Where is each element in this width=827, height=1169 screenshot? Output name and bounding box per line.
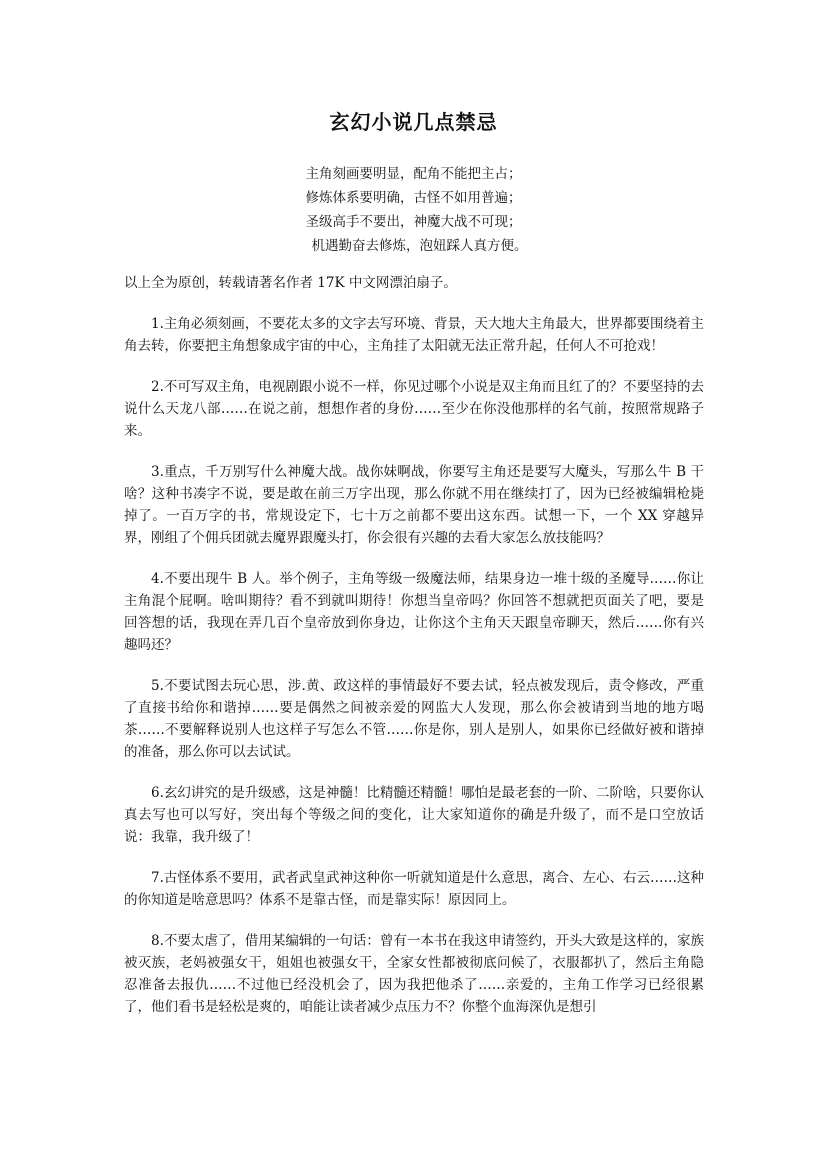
poem-line: 主角刻画要明显，配角不能把主占；: [305, 166, 522, 182]
document-title: 玄幻小说几点禁忌: [329, 110, 498, 134]
rule-paragraph-6: 6.玄幻讲究的是升级感，这是神髓！比精髓还精髓！哪怕是最老套的一阶、二阶啥，只要你认真去写也可以写好，突出每个等级之间的变化，让大家知道你的确是升级了，而不是口空放话说：我靠，我升级了！: [124, 785, 704, 845]
author-note: 以上全为原创，转载请著名作者 17K 中文网漂泊扇子。: [124, 275, 457, 291]
rule-paragraph-3: 3.重点，千万别写什么神魔大战。战你妹啊战，你要写主角还是要写大魔头，写那么牛 B 干啥？这种书凑字不说，要是敢在前三万字出现，那么你就不用在继续打了，因为已经被编辑枪毙掉了。一百万字的书，常规设定下，七十万之前都不要出这东西。试想一下，一个 XX 穿越异界，刚组了个佣兵团就去魔界跟魔头打，你会很有兴趣的去看大家怎么放技能吗？: [124, 464, 704, 546]
poem-line: 圣级高手不要出，神魔大战不可现；: [305, 214, 522, 230]
rule-paragraph-1: 1.主角必须刻画，不要花太多的文字去写环境、背景，天大地大主角最大，世界都要围绕着主角去转，你要把主角想象成宇宙的中心，主角挂了太阳就无法正常升起，任何人不可抢戏！: [124, 316, 704, 354]
poem-line: 机遇勤奋去修炼，泡妞踩人真方便。: [311, 238, 528, 254]
rule-paragraph-5: 5.不要试图去玩心思，涉.黄、政这样的事情最好不要去试，轻点被发现后，责令修改，严重了直接书给你和谐掉……要是偶然之间被亲爱的网监大人发现，那么你会被请到当地的地方喝茶……不要解释说别人也这样子写怎么不管……你是你，别人是别人，如果你已经做好被和谐掉的准备，那么你可以去试试。: [124, 678, 704, 760]
rule-paragraph-7: 7.古怪体系不要用，武者武皇武神这种你一听就知道是什么意思，离合、左心、右云……这种的你知道是啥意思吗？体系不是靠古怪，而是靠实际！原因同上。: [124, 870, 704, 908]
document-body: [124, 272, 704, 1037]
rule-paragraph-4: 4.不要出现牛 B 人。举个例子，主角等级一级魔法师，结果身边一堆十级的圣魔导……你让主角混个屁啊。啥叫期待？看不到就叫期待！你想当皇帝吗？你回答不想就把页面关了吧，要是回答想的话，我现在弄几百个皇帝放到你身边，让你这个主角天天跟皇帝聊天，然后……你有兴趣吗还？: [124, 571, 704, 653]
rule-paragraph-2: 2.不可写双主角，电视剧跟小说不一样，你见过哪个小说是双主角而且红了的？不要坚持的去说什么天龙八部……在说之前，想想作者的身份……至少在你没他那样的名气前，按照常规路子来。: [124, 379, 704, 439]
rule-paragraph-8: 8.不要太虐了，借用某编辑的一句话：曾有一本书在我这申请签约，开头大致是这样的，家族被灭族，老妈被强女干，姐姐也被强女干，全家女性都被彻底问候了，衣服都扒了，然后主角隐忍准备去报仇……不过他已经没机会了，因为我把他杀了……亲爱的，主角工作学习已经很累了，他们看书是轻松是爽的，咱能让读者减少点压力不？你整个血海深仇是想引: [124, 933, 704, 1015]
poem-line: 修炼体系要明确，古怪不如用普遍；: [305, 190, 522, 206]
opening-poem: [0, 162, 827, 258]
